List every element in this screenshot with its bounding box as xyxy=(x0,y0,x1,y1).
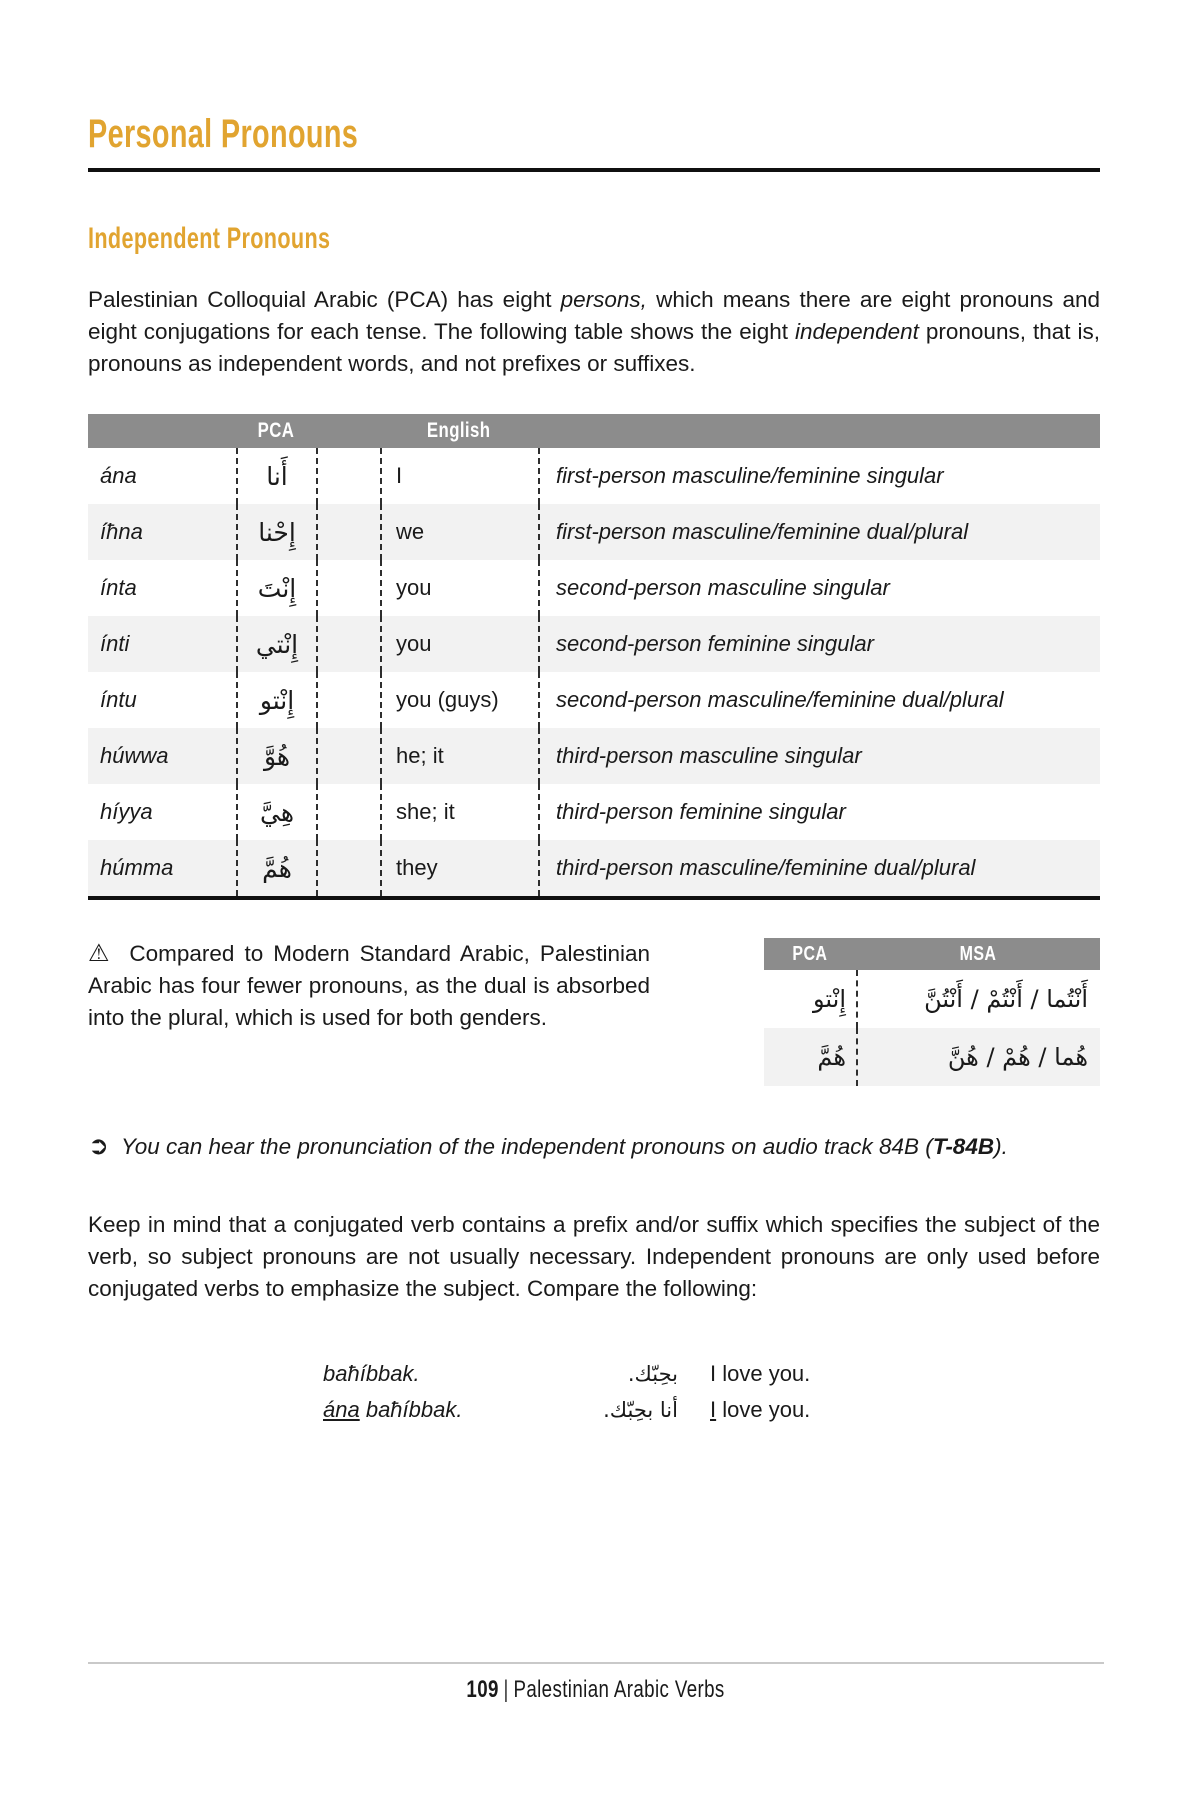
audio-note-text-1: You can hear the pronunciation of the independent pronouns on audio track 84B ( xyxy=(120,1134,933,1159)
book-title: Palestinian Arabic Verbs xyxy=(513,1676,726,1703)
msa-msa-cell: أَنْتُما / أَنْتُمْ / أَنْتُنَّ xyxy=(856,970,1100,1028)
intro-text-3: pronouns, that is, pronouns as independent words, and not prefixes or suffixes. xyxy=(88,319,1100,376)
table-row xyxy=(88,560,1100,616)
page-number: 109 xyxy=(466,1676,500,1703)
example-rom-text: baħíbbak. xyxy=(323,1361,420,1386)
table-row xyxy=(88,728,1100,784)
warning-icon: ⚠ xyxy=(88,940,114,967)
romanization-cell: húmma xyxy=(100,855,174,880)
spacer-cell xyxy=(316,448,380,504)
example-english xyxy=(710,1397,810,1423)
msa-table-row xyxy=(764,1028,1100,1086)
note-section xyxy=(88,938,1100,1086)
page-title xyxy=(88,112,1100,156)
example-romanization xyxy=(323,1361,523,1387)
example-row xyxy=(323,1361,1100,1397)
example-en-text: love you. xyxy=(716,1397,811,1422)
msa-pca-cell: إِنْتو xyxy=(813,985,846,1013)
example-arabic: أنا بحِبّك. xyxy=(603,1398,678,1422)
romanization-cell: húwwa xyxy=(100,743,169,768)
intro-emphasis-1: persons, xyxy=(560,287,647,312)
msa-header-pca-cell xyxy=(764,943,856,966)
header-english-label: English xyxy=(427,419,491,442)
warning-text: Compared to Modern Standard Arabic, Palestinian Arabic has four fewer pronouns, as the dual is absorbed into the plural, which is used for both genders. xyxy=(88,941,650,1030)
description-cell: second-person feminine singular xyxy=(538,616,1100,672)
arabic-cell: هِيَّ xyxy=(236,784,316,840)
table-row xyxy=(88,616,1100,672)
msa-table-row xyxy=(764,970,1100,1028)
intro-text-2: which means there are eight pronouns and eight conjugations for each tense. The following table shows the eight xyxy=(88,287,1100,344)
description-cell: second-person masculine/feminine dual/plural xyxy=(538,672,1100,728)
spacer-cell xyxy=(316,504,380,560)
table-row xyxy=(88,672,1100,728)
english-cell: he; it xyxy=(380,728,538,784)
arabic-cell: أَنا xyxy=(236,448,316,504)
header-pca-label: PCA xyxy=(257,419,295,442)
body-paragraph: Keep in mind that a conjugated verb contains a prefix and/or suffix which specifies the subject of the verb, so subject pronouns are not usually necessary. Independent pronouns are only used before conjugated verbs to emphasize the subject. Compare the following: xyxy=(88,1212,1100,1301)
description-cell: first-person masculine/feminine singular xyxy=(538,448,1100,504)
msa-pca-cell: هُمَّ xyxy=(817,1043,846,1071)
arabic-cell: إِنْتو xyxy=(236,672,316,728)
audio-track-id: T-84B xyxy=(932,1134,995,1159)
table-row xyxy=(88,840,1100,896)
msa-msa-cell: هُما / هُمْ / هُنَّ xyxy=(856,1028,1100,1086)
section-heading xyxy=(88,222,1100,256)
romanization-cell: híyya xyxy=(100,799,153,824)
intro-paragraph xyxy=(88,284,1100,380)
example-rom-underlined: ána xyxy=(323,1397,360,1422)
header-pca-cell xyxy=(236,419,316,443)
audio-note xyxy=(88,1130,1100,1163)
description-cell: third-person masculine singular xyxy=(538,728,1100,784)
english-cell: I xyxy=(380,448,538,504)
footer-text xyxy=(467,1676,725,1704)
description-cell: second-person masculine singular xyxy=(538,560,1100,616)
intro-emphasis-2: independent xyxy=(795,319,919,344)
description-cell: third-person masculine/feminine dual/plural xyxy=(538,840,1100,896)
english-cell: they xyxy=(380,840,538,896)
msa-header-msa-cell xyxy=(856,943,1100,966)
arabic-cell: هُوَّ xyxy=(236,728,316,784)
english-cell: you xyxy=(380,616,538,672)
msa-header-pca-label: PCA xyxy=(792,942,828,965)
spacer-cell xyxy=(316,784,380,840)
example-arabic: بحِبّك. xyxy=(627,1362,678,1386)
warning-note xyxy=(88,938,650,1034)
romanization-cell: ána xyxy=(100,463,137,488)
page-footer xyxy=(88,1662,1104,1704)
english-cell: you (guys) xyxy=(380,672,538,728)
title-rule xyxy=(88,168,1100,172)
example-en-underlined: I xyxy=(710,1397,717,1422)
arabic-cell: إِنْتي xyxy=(236,616,316,672)
page-title-text: Personal Pronouns xyxy=(88,112,359,156)
example-romanization xyxy=(323,1397,523,1423)
spacer-cell xyxy=(316,840,380,896)
table-row xyxy=(88,448,1100,504)
header-english-cell xyxy=(380,419,538,443)
english-cell: you xyxy=(380,560,538,616)
spacer-cell xyxy=(316,728,380,784)
intro-text-1: Palestinian Colloquial Arabic (PCA) has eight xyxy=(88,287,561,312)
spacer-cell xyxy=(316,672,380,728)
arabic-cell: هُمَّ xyxy=(236,840,316,896)
example-rom-text: baħíbbak. xyxy=(359,1397,463,1422)
example-block xyxy=(323,1361,1100,1433)
romanization-cell: íntu xyxy=(100,687,137,712)
example-en-text: I love you. xyxy=(710,1361,811,1386)
english-cell: we xyxy=(380,504,538,560)
msa-header-msa-label: MSA xyxy=(959,942,997,965)
pronoun-table xyxy=(88,414,1100,900)
audio-note-text-2: ). xyxy=(994,1134,1008,1159)
table-row xyxy=(88,504,1100,560)
romanization-cell: íħna xyxy=(100,519,143,544)
section-heading-text: Independent Pronouns xyxy=(88,222,331,255)
description-cell: first-person masculine/feminine dual/plural xyxy=(538,504,1100,560)
arabic-cell: إِنْتَ xyxy=(236,560,316,616)
english-cell: she; it xyxy=(380,784,538,840)
footer-separator: | xyxy=(503,1676,510,1703)
spacer-cell xyxy=(316,616,380,672)
pronoun-table-header xyxy=(88,414,1100,448)
msa-table-header xyxy=(764,938,1100,970)
table-row xyxy=(88,784,1100,840)
description-cell: third-person feminine singular xyxy=(538,784,1100,840)
romanization-cell: ínta xyxy=(100,575,137,600)
example-english xyxy=(710,1361,810,1387)
spacer-cell xyxy=(316,560,380,616)
arabic-cell: إِحْنا xyxy=(236,504,316,560)
example-row xyxy=(323,1397,1100,1433)
audio-track-icon: ➲ xyxy=(88,1132,109,1160)
msa-comparison-table xyxy=(764,938,1100,1086)
romanization-cell: ínti xyxy=(100,631,130,656)
